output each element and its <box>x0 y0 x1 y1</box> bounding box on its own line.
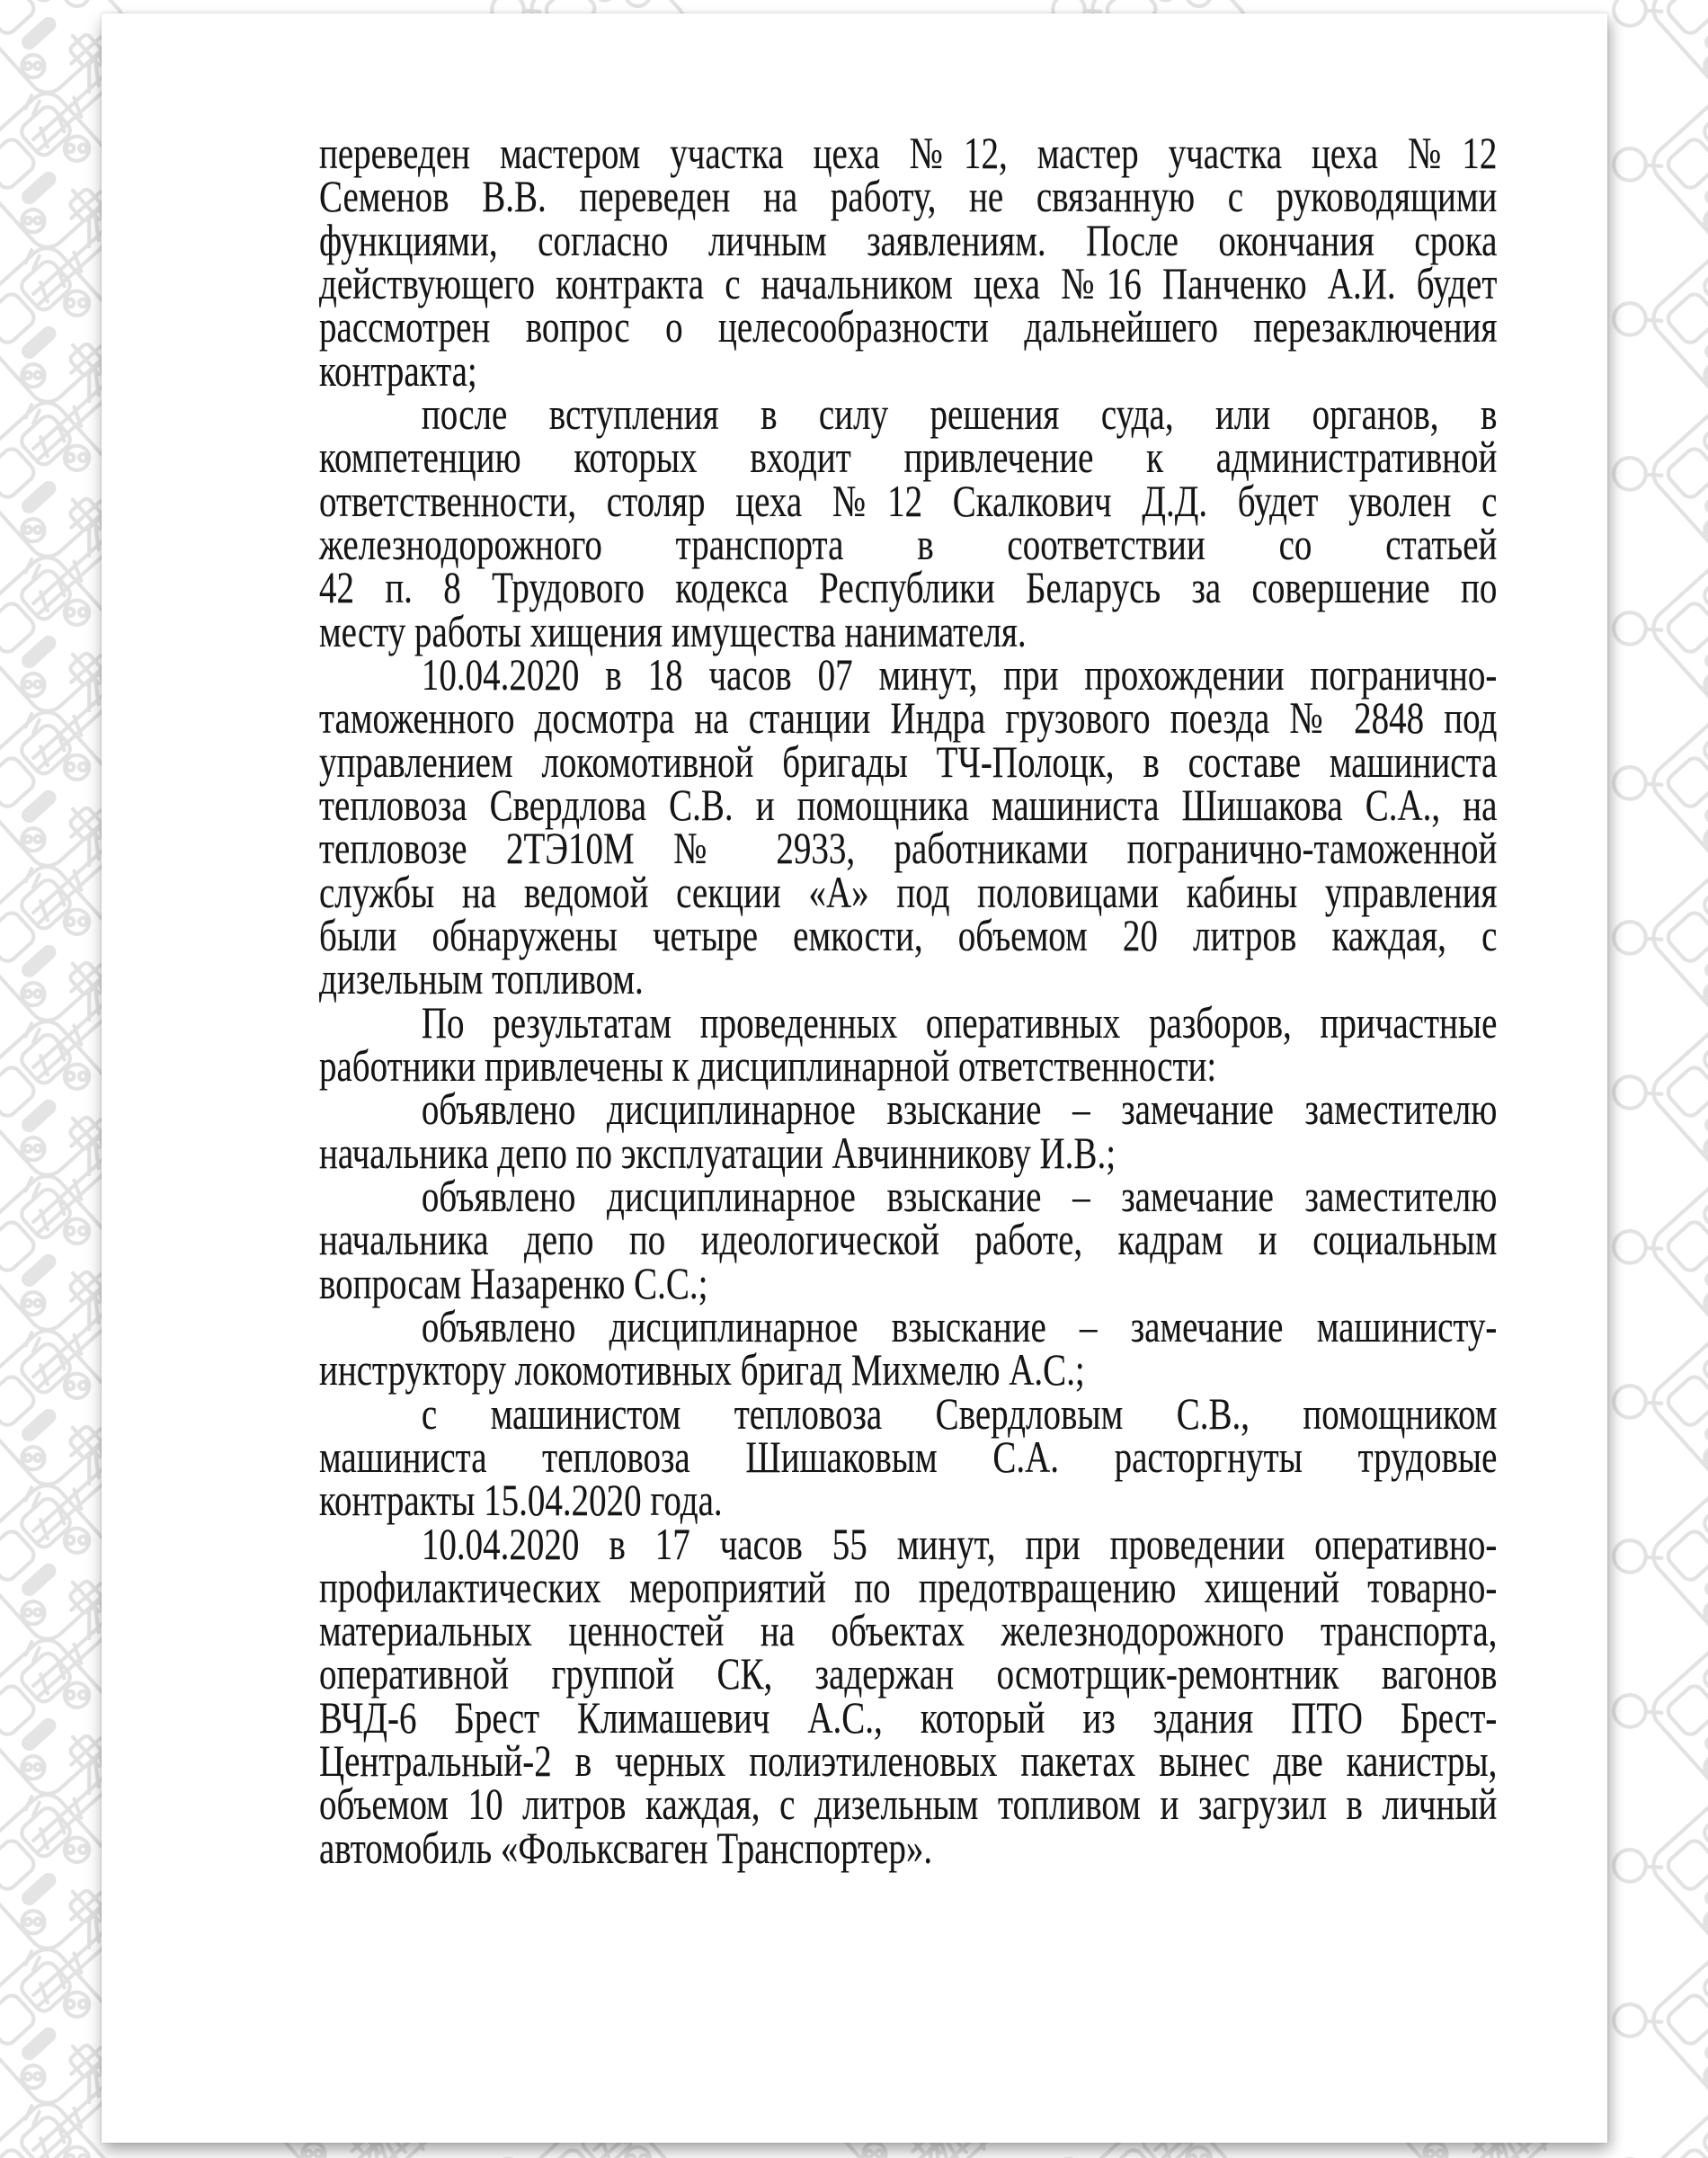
text-line: По результатам проведенных оперативных разборов, причастные <box>421 996 1498 1048</box>
text-line: с машинистом тепловоза Свердловым С.В., помощником <box>421 1387 1498 1439</box>
text-line: машиниста тепловоза Шишаковым С.А. расторгнуты трудовые <box>319 1431 1498 1482</box>
text-line: рассмотрен вопрос о целесообразности дальнейшего перезаключения <box>319 301 1498 352</box>
text-line: Семенов В.В. переведен на работу, не связанную с руководящими <box>319 171 1498 222</box>
paragraph <box>319 648 1498 1004</box>
text-line: после вступления в силу решения суда, или органов, в <box>421 388 1498 439</box>
text-line: вопросам Назаренко С.С.; <box>319 1257 708 1308</box>
paragraph <box>319 1083 1498 1178</box>
text-line: 10.04.2020 в 18 часов 07 минут, при прохождении погранично- <box>421 648 1498 700</box>
text-line: Центральный-2 в черных полиэтиленовых пакетах вынес две канистры, <box>319 1735 1498 1787</box>
text-line: контракты 15.04.2020 года. <box>319 1475 723 1526</box>
text-line: автомобиль «Фольксваген Транспортер». <box>319 1822 933 1873</box>
text-line: компетенцию которых входит привлечение к административной <box>319 432 1498 483</box>
text-line: объявлено дисциплинарное взыскание – замечание заместителю <box>421 1170 1498 1221</box>
text-line: 42 п. 8 Трудового кодекса Республики Беларусь за совершение по <box>319 562 1498 613</box>
text-line: службы на ведомой секции «А» под половицами кабины управления <box>319 866 1498 917</box>
paragraph <box>319 1300 1498 1396</box>
text-line: 10.04.2020 в 17 часов 55 минут, при проведении оперативно- <box>421 1518 1498 1569</box>
text-line: таможенного досмотра на станции Индра грузового поезда № 2848 под <box>319 692 1498 744</box>
text-line: инструктору локомотивных бригад Михмелю А.С.; <box>319 1344 1085 1396</box>
paragraph <box>319 1518 1498 1873</box>
text-line: объемом 10 литров каждая, с дизельным топливом и загрузил в личный <box>319 1779 1498 1830</box>
paragraph <box>319 1387 1498 1526</box>
text-line: начальника депо по идеологической работе, кадрам и социальным <box>319 1214 1498 1265</box>
text-line: тепловозе 2ТЭ10М № 2933, работниками погранично-таможенной <box>319 823 1498 874</box>
document-text <box>319 128 1498 1873</box>
paragraph <box>319 996 1498 1091</box>
text-line: ВЧД-6 Брест Климашевич А.С., который из здания ПТО Брест- <box>319 1691 1498 1743</box>
text-line: ответственности, столяр цеха №12 Скалкович Д.Д. будет уволен с <box>319 475 1498 526</box>
text-line: профилактических мероприятий по предотвращению хищений товарно- <box>319 1561 1498 1612</box>
text-line: объявлено дисциплинарное взыскание – замечание заместителю <box>421 1083 1498 1135</box>
text-line: контракта; <box>319 344 477 396</box>
text-line: объявлено дисциплинарное взыскание – замечание машинисту- <box>421 1300 1498 1351</box>
text-line: функциями, согласно личным заявлениям. После окончания срока <box>319 214 1498 265</box>
text-line: начальника депо по эксплуатации Авчинникову И.В.; <box>319 1127 1116 1178</box>
text-line: работники привлечены к дисциплинарной ответственности: <box>319 1039 1217 1091</box>
text-line: месту работы хищения имущества нанимателя. <box>319 605 1027 656</box>
text-line: железнодорожного транспорта в соответствии со статьей <box>319 518 1498 569</box>
text-line: дизельным топливом. <box>319 953 644 1004</box>
text-line: переведен мастером участка цеха №12, мастер участка цеха №12 <box>319 128 1498 178</box>
document-page <box>102 13 1607 2143</box>
text-line: тепловоза Свердлова С.В. и помощника машиниста Шишакова С.А., на <box>319 779 1498 830</box>
text-line: материальных ценностей на объектах железнодорожного транспорта, <box>319 1605 1498 1656</box>
paragraph <box>319 128 1498 396</box>
text-line: оперативной группой СК, задержан осмотрщик-ремонтник вагонов <box>319 1648 1498 1699</box>
text-line: были обнаружены четыре емкости, объемом 20 литров каждая, с <box>319 909 1498 960</box>
text-line: действующего контракта с начальником цеха №16 Панченко А.И. будет <box>319 257 1498 308</box>
paragraph <box>319 388 1498 656</box>
text-line: управлением локомотивной бригады ТЧ-Полоцк, в составе машиниста <box>319 736 1498 787</box>
paragraph <box>319 1170 1498 1308</box>
